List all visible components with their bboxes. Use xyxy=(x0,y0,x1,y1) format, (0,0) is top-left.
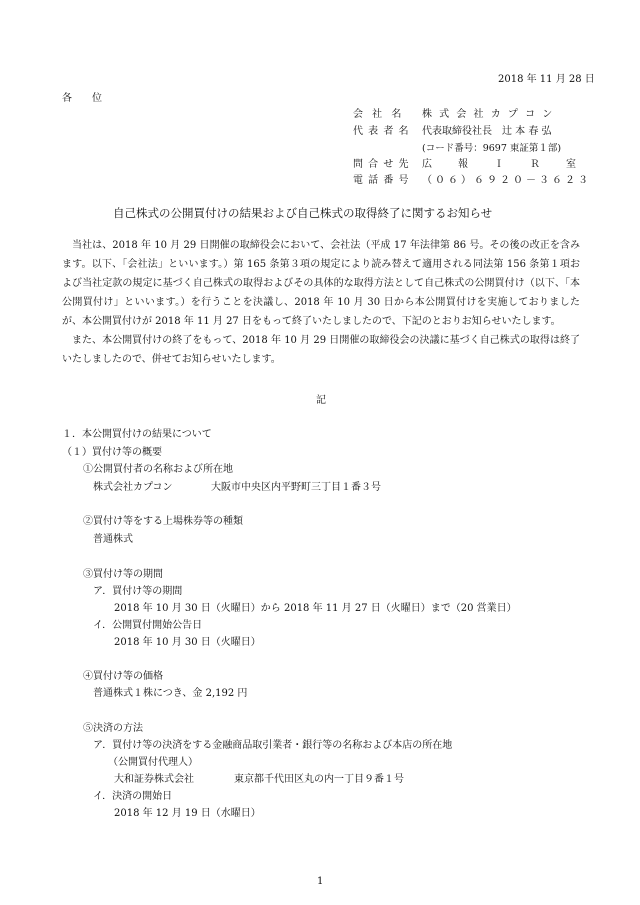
phone-label: 電 話 番 号 xyxy=(353,175,410,186)
stock-code-note: (コード番号：9697 東証第１部) xyxy=(422,143,562,154)
item-5-a-name: 大和証券株式会社 xyxy=(114,774,194,785)
item-5-heading: ⑤決済の方法 xyxy=(83,723,143,734)
phone-value: （０６）６９２０－３６２３ xyxy=(422,175,591,186)
company-label: 会 社 名 xyxy=(353,109,405,120)
document-title: 自己株式の公開買付けの結果および自己株式の取得終了に関するお知らせ xyxy=(113,206,493,220)
item-4-value: 普通株式１株につき、金 2,192 円 xyxy=(93,688,248,699)
release-date: 2018 年 11 月 28 日 xyxy=(498,74,595,85)
contact-label: 問 合 せ 先 xyxy=(353,159,410,170)
item-3-i-value: 2018 年 10 月 30 日（火曜日） xyxy=(114,637,261,648)
item-5-a-address: 東京都千代田区丸の内一丁目９番１号 xyxy=(234,774,404,785)
item-3-a-label: ア．買付け等の期間 xyxy=(93,586,183,597)
ki-marker: 記 xyxy=(316,395,326,406)
page-number: 1 xyxy=(317,876,324,887)
item-1-name: 株式会社カプコン xyxy=(93,482,173,493)
item-5-a-label: ア．買付け等の決済をする金融商品取引業者・銀行等の名称および本店の所在地 xyxy=(93,740,453,751)
company-value: 株 式 会 社 カ プ コ ン xyxy=(422,109,555,120)
body-paragraph-1: 当社は、2018 年 10 月 29 日開催の取締役会において、会社法（平成 17 年法律第 86 号。その後の改正を含みます。以下、「会社法」といいます。）第 165 条第３項の規定により読み替えて適用される同法第 156 条第１項および当社定款の規定に基づく自己株式の取得およびその具体的な取得方法として自己株式の公開買付け（以下、「本公開買付け」といいます。）を行うことを決議し、2018 年 10 月 30 日から本公開買付けを実施しておりましたが、本公開買付けが 2018 年 11 月 27 日をもって終了いたしましたので、下記のとおりお知らせいたします。 xyxy=(62,240,580,327)
addressee: 各 位 xyxy=(62,93,102,104)
representative-value: 代表取締役社長 辻 本 春 弘 xyxy=(422,126,552,137)
item-1-address: 大阪市中央区内平野町三丁目１番３号 xyxy=(211,482,381,493)
body-paragraph-2: また、本公開買付けの終了をもって、2018 年 10 月 29 日開催の取締役会の決議に基づく自己株式の取得は終了いたしましたので、併せてお知らせいたします。 xyxy=(62,335,580,365)
subsection-1-heading: （１）買付け等の概要 xyxy=(62,447,162,458)
item-5-a-sub: （公開買付代理人） xyxy=(108,757,198,768)
item-1-heading: ①公開買付者の名称および所在地 xyxy=(83,464,233,475)
item-5-i-label: イ．決済の開始日 xyxy=(93,791,173,802)
item-3-i-label: イ．公開買付開始公告日 xyxy=(93,620,203,631)
contact-value: 広 報 Ｉ Ｒ 室 xyxy=(422,159,578,170)
item-2-value: 普通株式 xyxy=(93,534,133,545)
item-3-heading: ③買付け等の期間 xyxy=(83,569,163,580)
section-1-heading: １．本公開買付けの結果について xyxy=(62,429,212,440)
item-2-heading: ②買付け等をする上場株券等の種類 xyxy=(83,516,243,527)
representative-label: 代 表 者 名 xyxy=(353,126,410,137)
item-3-a-value: 2018 年 10 月 30 日（火曜日）から 2018 年 11 月 27 日（火曜日）まで（20 営業日） xyxy=(114,603,517,614)
item-4-heading: ④買付け等の価格 xyxy=(83,671,163,682)
item-5-i-value: 2018 年 12 月 19 日（水曜日） xyxy=(114,808,261,819)
